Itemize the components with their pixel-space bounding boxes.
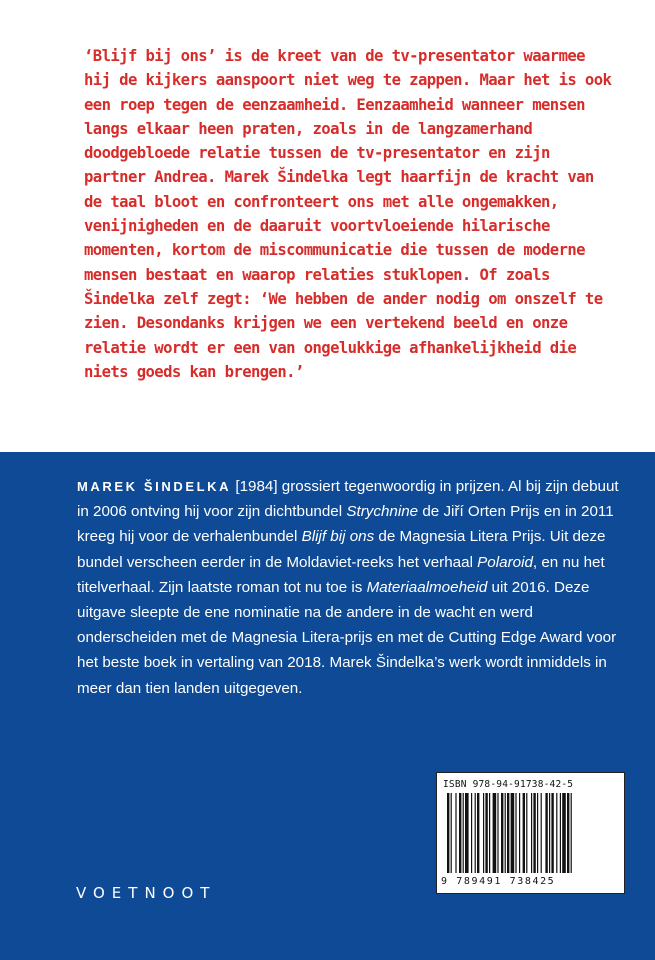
barcode-bars: [445, 793, 617, 875]
barcode-bar: [459, 793, 461, 873]
bio-part-3: de Magnesia Litera Prijs. Uit deze bundel verscheen eerder in de Moldaviet-reeks het verhaal: [77, 528, 606, 571]
barcode-bar: [485, 793, 487, 873]
barcode-bar: [533, 793, 535, 873]
barcode-bar: [515, 793, 516, 873]
author-bio: [77, 474, 622, 701]
barcode-bar: [545, 793, 547, 873]
barcode-bar: [447, 793, 449, 873]
barcode-bar: [549, 793, 550, 873]
barcode-bar: [531, 793, 532, 873]
author-name: MAREK ŠINDELKA: [77, 479, 232, 494]
blurb-text: ‘Blijf bij ons’ is de kreet van de tv-presentator waarmee hij de kijkers aanspoort niet weg te zappen. Maar het is ook een roep tegen de eenzaamheid. Eenzaamheid wanneer mensen langs elkaar heen praten, zoals in de langzamerhand doodgebloede relatie tussen de tv-presentator en zijn partner Andrea. Marek Šindelka legt haarfijn de kracht van de taal bloot en confronteert ons met alle ongemakken, venijnigheden en de daaruit voortvloeiende hilarische momenten, kortom de miscommunicatie die tussen de moderne mensen bestaat en waarop relaties stuklopen. Of zoals Šindelka zelf zegt: ‘We hebben de ander nodig om onszelf te zien. Desondanks krijgen we een vertekend beeld en onze relatie wordt er een van ongelukkige afhankelijkheid die niets goeds kan brengen.’: [84, 47, 612, 381]
barcode-bar: [560, 793, 561, 873]
barcode-bar: [537, 793, 538, 873]
barcode-bar: [483, 793, 484, 873]
isbn-label: ISBN 978-94-91738-42-5: [443, 779, 574, 790]
barcode-bar: [455, 793, 456, 873]
barcode-bar: [497, 793, 498, 873]
barcode-bar: [471, 793, 472, 873]
isbn-barcode: [436, 772, 625, 894]
barcode-bar: [489, 793, 490, 873]
barcode-bar: [551, 793, 553, 873]
barcode-bar: [465, 793, 469, 873]
barcode-bar: [505, 793, 506, 873]
barcode-bar: [451, 793, 452, 873]
bio-title-blijf-bij-ons: Blijf bij ons: [301, 528, 375, 546]
bio-part-5: uit 2016. Deze uitgave sleepte de ene nominatie na de andere in de wacht en werd onderscheiden met de Magnesia Litera-prijs en met de Cutting Edge Award voor het beste boek in vertaling van 2018. Marek Šindelka’s werk wordt inmiddels in meer dan tien landen uitgegeven.: [77, 578, 617, 697]
bio-title-polaroid: Polaroid: [477, 553, 533, 571]
barcode-bar: [567, 793, 569, 873]
barcode-bar: [463, 793, 464, 873]
bio-part-2: de Jiří Orten Prijs en in 2011 kreeg hij voor de verhalenbundel: [77, 503, 614, 546]
cover-bottom-panel: [0, 452, 655, 960]
barcode-bar: [571, 793, 572, 873]
cover-top-panel: [0, 0, 655, 452]
bio-title-materiaalmoeheid: Materiaalmoeheid: [366, 578, 488, 596]
barcode-bar: [562, 793, 566, 873]
barcode-digits: 9 789491 738425: [441, 876, 556, 887]
barcode-bar: [501, 793, 503, 873]
barcode-bar: [511, 793, 515, 873]
barcode-bar: [477, 793, 479, 873]
barcode-bar: [523, 793, 525, 873]
bio-part-4: , en nu het titelverhaal. Zijn laatste roman tot nu toe is: [77, 553, 605, 596]
barcode-bar: [519, 793, 520, 873]
barcode-bar: [556, 793, 557, 873]
barcode-bar: [541, 793, 542, 873]
publisher-logo: VOETNOOT: [76, 884, 217, 902]
bio-part-1: [1984] grossiert tegenwoordig in prijzen. Al bij zijn debuut in 2006 ontving hij voor zijn dichtbundel: [77, 478, 619, 521]
barcode-bar: [493, 793, 497, 873]
bio-title-strychnine: Strychnine: [346, 503, 419, 521]
barcode-bar: [475, 793, 476, 873]
barcode-bar: [507, 793, 509, 873]
barcode-bar: [526, 793, 527, 873]
